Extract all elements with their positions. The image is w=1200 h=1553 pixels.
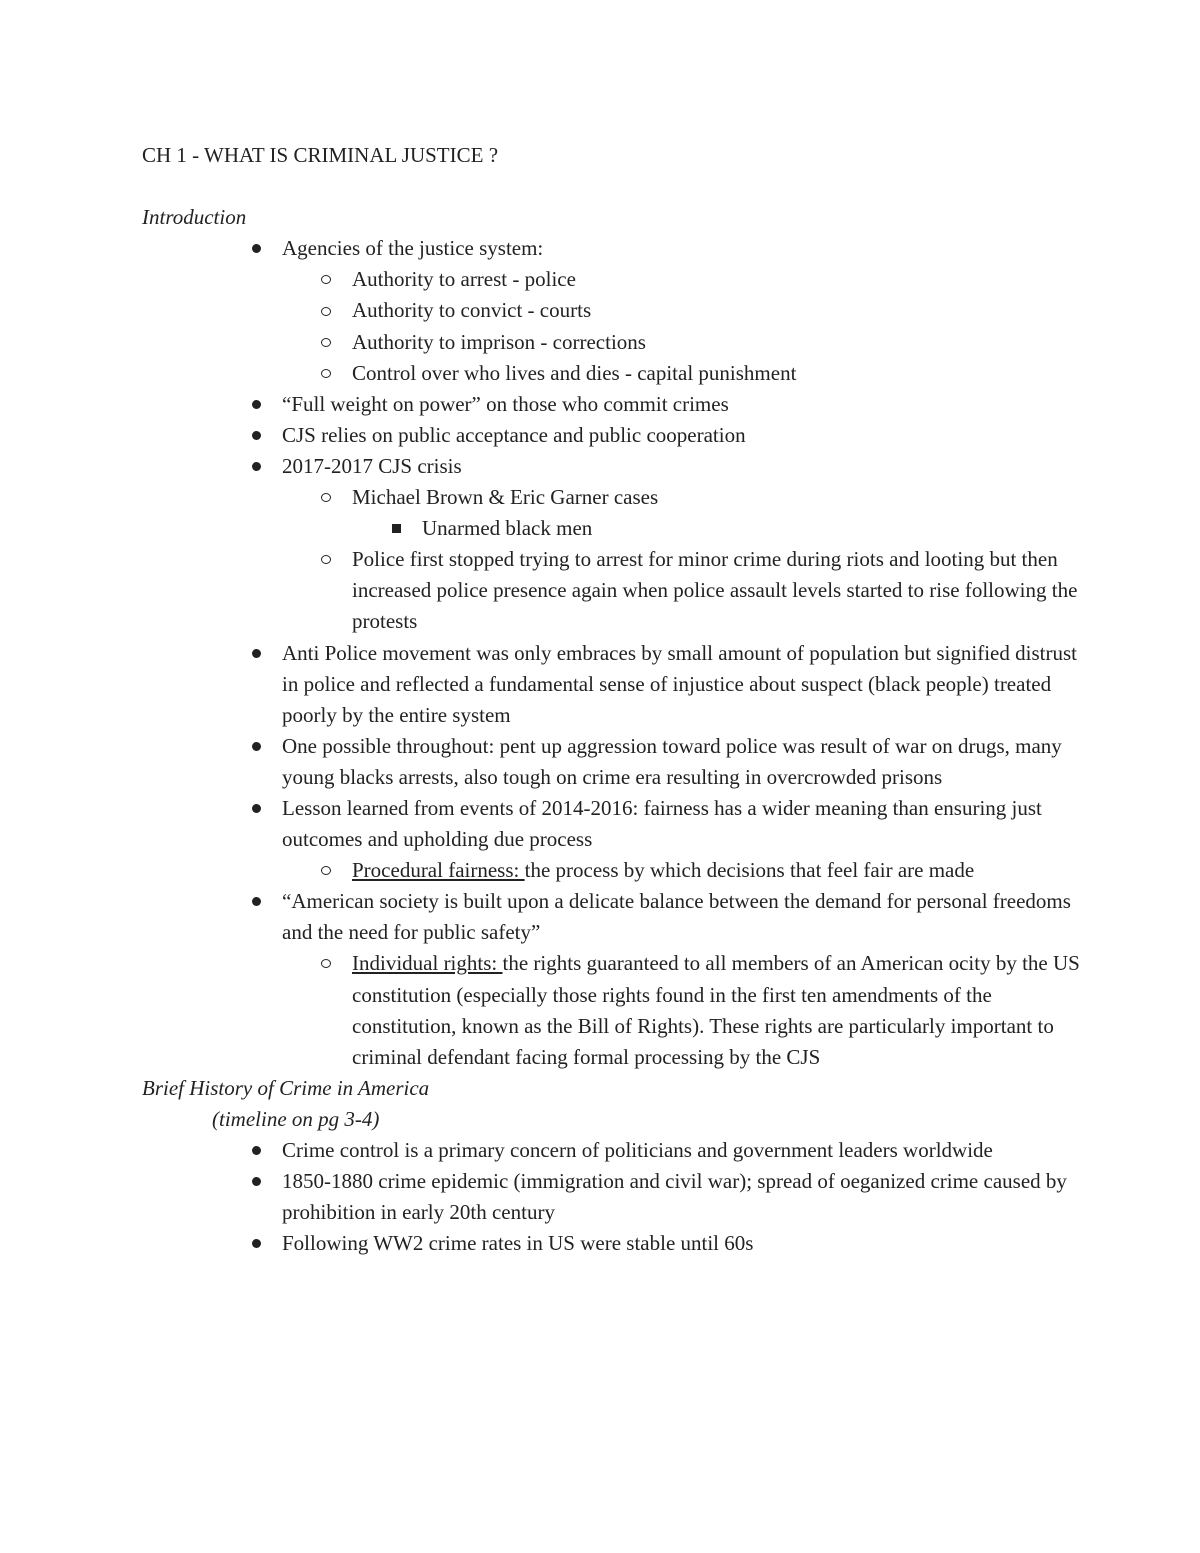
definition-text: the process by which decisions that feel fair are made xyxy=(524,858,975,883)
list-item xyxy=(142,1166,1082,1228)
list-item xyxy=(142,855,1082,886)
hollow-bullet-icon xyxy=(316,327,336,358)
list-item-text: “Full weight on power” on those who commit crimes xyxy=(282,391,729,416)
bullet-icon xyxy=(246,1228,266,1259)
hollow-bullet-icon xyxy=(316,544,336,575)
square-bullet-icon xyxy=(386,513,406,544)
list-item-text: “American society is built upon a delicate balance between the demand for personal freedoms and the need for public safety” xyxy=(282,889,1071,945)
section-heading-history: Brief History of Crime in America xyxy=(142,1075,430,1100)
list-item xyxy=(142,1135,1082,1166)
list-item-text: Authority to convict - courts xyxy=(352,298,592,323)
list-item xyxy=(142,513,1082,544)
list-item-text: 1850-1880 crime epidemic (immigration and civil war); spread of oeganized crime caused by prohibition in early 20th century xyxy=(282,1169,1067,1225)
list-item-text: Control over who lives and dies - capital punishment xyxy=(352,360,797,385)
section-heading-introduction: Introduction xyxy=(142,205,247,230)
list-item-text: Police first stopped trying to arrest for minor crime during riots and looting but then increased police presence again when police assault levels started to rise following the protests xyxy=(352,547,1078,634)
bullet-icon xyxy=(246,731,266,762)
hollow-bullet-icon xyxy=(316,264,336,295)
bullet-icon xyxy=(246,389,266,420)
list-item-text: Authority to arrest - police xyxy=(352,267,576,292)
list-item xyxy=(142,638,1082,731)
list-item xyxy=(142,482,1082,513)
list-item-text: Michael Brown & Eric Garner cases xyxy=(352,485,659,510)
definition-term: Procedural fairness: xyxy=(352,858,525,883)
page-title: CH 1 - WHAT IS CRIMINAL JUSTICE ? xyxy=(142,143,499,167)
list-item xyxy=(142,1228,1082,1259)
blank-line xyxy=(142,171,1082,202)
list-item xyxy=(142,295,1082,326)
list-item-text: Authority to imprison - corrections xyxy=(352,329,646,354)
section-subheading: (timeline on pg 3-4) xyxy=(212,1106,380,1131)
list-item xyxy=(142,731,1082,793)
list-item xyxy=(142,544,1082,637)
definition-term: Individual rights: xyxy=(352,951,503,976)
bullet-icon xyxy=(246,420,266,451)
hollow-bullet-icon xyxy=(316,855,336,886)
document-body xyxy=(142,140,1082,1259)
hollow-bullet-icon xyxy=(316,948,336,979)
list-item xyxy=(142,327,1082,358)
list-item xyxy=(142,389,1082,420)
list-item-text: Unarmed black men xyxy=(422,516,593,541)
list-item xyxy=(142,233,1082,264)
bullet-icon xyxy=(246,451,266,482)
list-item-text: Crime control is a primary concern of politicians and government leaders worldwide xyxy=(282,1138,993,1162)
list-item xyxy=(142,264,1082,295)
definition-text: the rights guaranteed to all members of an American ocity by the US constitution (especially those rights found in the first ten amendments of the constitution, known as the Bill of Rights). These rights are particularly important to criminal defendant facing formal processing by the CJS xyxy=(352,951,1080,1069)
list-item xyxy=(142,420,1082,451)
bullet-icon xyxy=(246,233,266,264)
bullet-icon xyxy=(246,793,266,824)
hollow-bullet-icon xyxy=(316,295,336,326)
bullet-icon xyxy=(246,1166,266,1197)
hollow-bullet-icon xyxy=(316,358,336,389)
bullet-icon xyxy=(246,1135,266,1166)
list-item xyxy=(142,358,1082,389)
list-item-text: Agencies of the justice system: xyxy=(282,236,544,261)
list-item-text: CJS relies on public acceptance and public cooperation xyxy=(282,422,746,447)
list-item-text: One possible throughout: pent up aggression toward police was result of war on drugs, many young blacks arrests, also tough on crime era resulting in overcrowded prisons xyxy=(282,733,1062,789)
list-item-text: Following WW2 crime rates in US were stable until 60s xyxy=(282,1231,754,1256)
list-item-text: Lesson learned from events of 2014-2016: fairness has a wider meaning than ensuring just outcomes and upholding due process xyxy=(282,795,1042,852)
list-item xyxy=(142,451,1082,482)
list-item xyxy=(142,948,1082,1072)
list-item xyxy=(142,793,1082,855)
list-item xyxy=(142,886,1082,948)
bullet-icon xyxy=(246,886,266,917)
list-item-text: 2017-2017 CJS crisis xyxy=(282,453,462,478)
bullet-icon xyxy=(246,638,266,669)
hollow-bullet-icon xyxy=(316,482,336,513)
list-item-text: Anti Police movement was only embraces by small amount of population but signified distrust in police and reflected a fundamental sense of injustice about suspect (black people) treated poorly by the entire system xyxy=(282,640,1077,727)
